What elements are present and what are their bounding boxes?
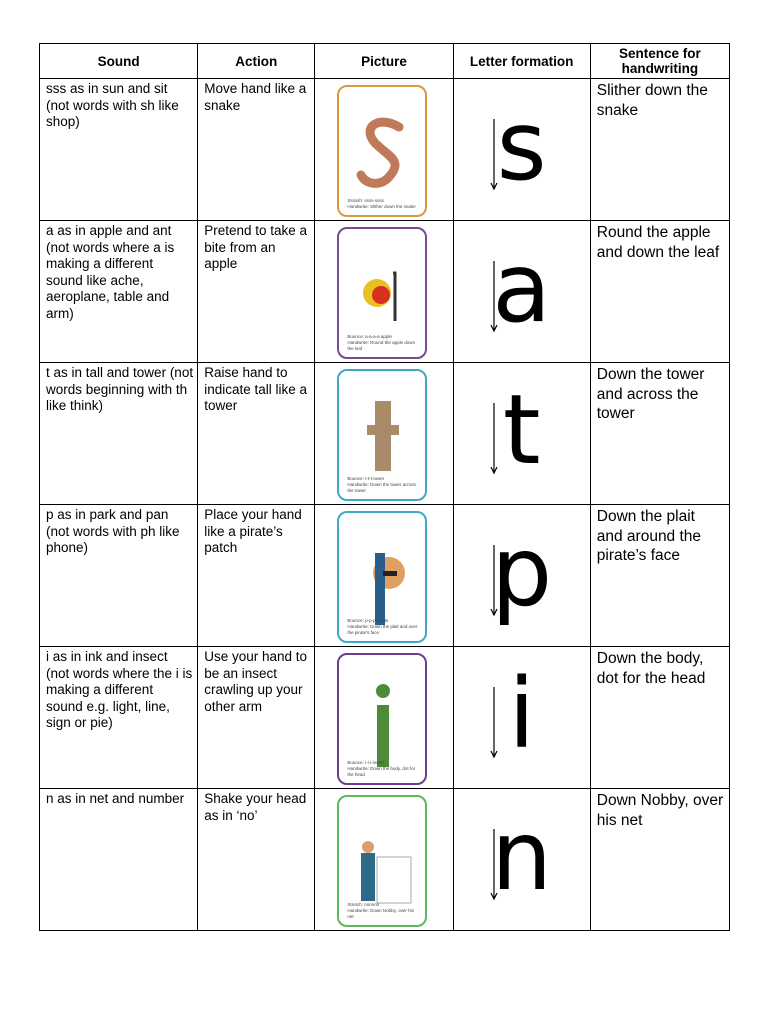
table-row bbox=[40, 79, 730, 221]
picture-cell bbox=[315, 647, 453, 789]
formation-letter: n bbox=[491, 800, 553, 912]
sentence-cell bbox=[590, 505, 729, 647]
action-text: Shake your head as in ‘no’ bbox=[204, 791, 307, 823]
letter-formation-cell bbox=[453, 363, 590, 505]
table-row bbox=[40, 647, 730, 789]
action-text: Place your hand like a pirate’s patch bbox=[204, 507, 302, 555]
header-action: Action bbox=[198, 44, 315, 79]
action-text: Move hand like a snake bbox=[204, 81, 307, 113]
formation-arrow-icon bbox=[454, 363, 591, 504]
phonics-table bbox=[39, 43, 730, 931]
picture-cell bbox=[315, 363, 453, 505]
action-cell bbox=[198, 79, 315, 221]
sound-cell bbox=[40, 363, 198, 505]
formation-arrow-icon bbox=[454, 221, 591, 362]
sound-text: t as in tall and tower (not words beginning with th like think) bbox=[46, 365, 194, 413]
header-row bbox=[40, 44, 730, 79]
sentence-text: Down the plait and around the pirate’s face bbox=[596, 508, 702, 564]
card-caption: Bounce: a-a-a-a apple Handwrite: Round the apple down the leaf bbox=[347, 334, 416, 351]
sound-cell bbox=[40, 789, 198, 931]
letter-formation-cell bbox=[453, 505, 590, 647]
letter-formation-cell bbox=[453, 647, 590, 789]
picture-card-s bbox=[337, 85, 427, 217]
picture-card-n bbox=[337, 795, 427, 927]
sentence-text: Round the apple and down the leaf bbox=[596, 224, 720, 261]
header-sound: Sound bbox=[40, 44, 198, 79]
header-picture: Picture bbox=[315, 44, 453, 79]
action-cell bbox=[198, 221, 315, 363]
sentence-cell bbox=[590, 789, 729, 931]
sentence-text: Down the body, dot for the head bbox=[596, 650, 706, 687]
action-cell bbox=[198, 789, 315, 931]
picture-cell bbox=[315, 79, 453, 221]
letter-formation-cell bbox=[453, 221, 590, 363]
formation-letter: t bbox=[502, 374, 541, 486]
formation-letter: p bbox=[491, 516, 553, 628]
action-cell bbox=[198, 363, 315, 505]
sentence-cell bbox=[590, 647, 729, 789]
sound-cell bbox=[40, 647, 198, 789]
picture-cell bbox=[315, 789, 453, 931]
formation-letter: a bbox=[492, 232, 552, 344]
sound-cell bbox=[40, 505, 198, 647]
sentence-text: Down the tower and across the tower bbox=[596, 366, 705, 422]
table-row bbox=[40, 789, 730, 931]
sentence-text: Slither down the snake bbox=[596, 82, 708, 119]
picture-cell bbox=[315, 505, 453, 647]
picture-card-t bbox=[337, 369, 427, 501]
action-cell bbox=[198, 505, 315, 647]
header-letter-formation: Letter formation bbox=[453, 44, 590, 79]
sound-text: a as in apple and ant (not words where a is making a different sound like ache, aeroplane, table and arm) bbox=[46, 223, 175, 321]
picture-card-i bbox=[337, 653, 427, 785]
sentence-cell bbox=[590, 79, 729, 221]
formation-arrow-icon bbox=[454, 789, 591, 930]
sound-cell bbox=[40, 79, 198, 221]
picture-card-p bbox=[337, 511, 427, 643]
formation-letter: i bbox=[508, 658, 535, 770]
formation-letter: s bbox=[496, 90, 547, 202]
sound-cell bbox=[40, 221, 198, 363]
sentence-cell bbox=[590, 221, 729, 363]
sentence-text: Down Nobby, over his net bbox=[596, 792, 724, 829]
sound-text: i as in ink and insect (not words where the i is making a different sound e.g. light, line, sign or pie) bbox=[46, 649, 193, 730]
picture-illustration-icon bbox=[339, 87, 425, 215]
table-row bbox=[40, 505, 730, 647]
sound-text: p as in park and pan (not words with ph like phone) bbox=[46, 507, 180, 555]
card-caption: Bounce: i-i-i-insect Handwrite: Down the body, dot for the head bbox=[347, 760, 416, 777]
picture-card-a bbox=[337, 227, 427, 359]
card-caption: Sssssh: ssss-ssss Handwrite: Slither down the snake bbox=[347, 198, 416, 209]
header-sentence: Sentence for handwriting bbox=[590, 44, 729, 79]
letter-formation-cell bbox=[453, 789, 590, 931]
picture-cell bbox=[315, 221, 453, 363]
action-text: Pretend to take a bite from an apple bbox=[204, 223, 308, 271]
table-row bbox=[40, 363, 730, 505]
table-row bbox=[40, 221, 730, 363]
formation-arrow-icon bbox=[454, 79, 591, 220]
formation-arrow-icon bbox=[454, 647, 591, 788]
letter-formation-cell bbox=[453, 79, 590, 221]
action-text: Raise hand to indicate tall like a tower bbox=[204, 365, 308, 413]
card-caption: Bounce: t-t-t-tower Handwrite: Down the tower across the tower bbox=[347, 476, 416, 493]
card-caption: Bounce: p-p-p-pirate Handwrite: Down the plait and over the pirate's face bbox=[347, 618, 418, 635]
card-caption: Stretch: nnnnnn Handwrite: Down Nobby, over his net bbox=[347, 902, 414, 919]
sentence-cell bbox=[590, 363, 729, 505]
sound-text: n as in net and number bbox=[46, 791, 185, 806]
formation-arrow-icon bbox=[454, 505, 591, 646]
action-cell bbox=[198, 647, 315, 789]
sound-text: sss as in sun and sit (not words with sh like shop) bbox=[46, 81, 179, 129]
action-text: Use your hand to be an insect crawling up your other arm bbox=[204, 649, 308, 714]
